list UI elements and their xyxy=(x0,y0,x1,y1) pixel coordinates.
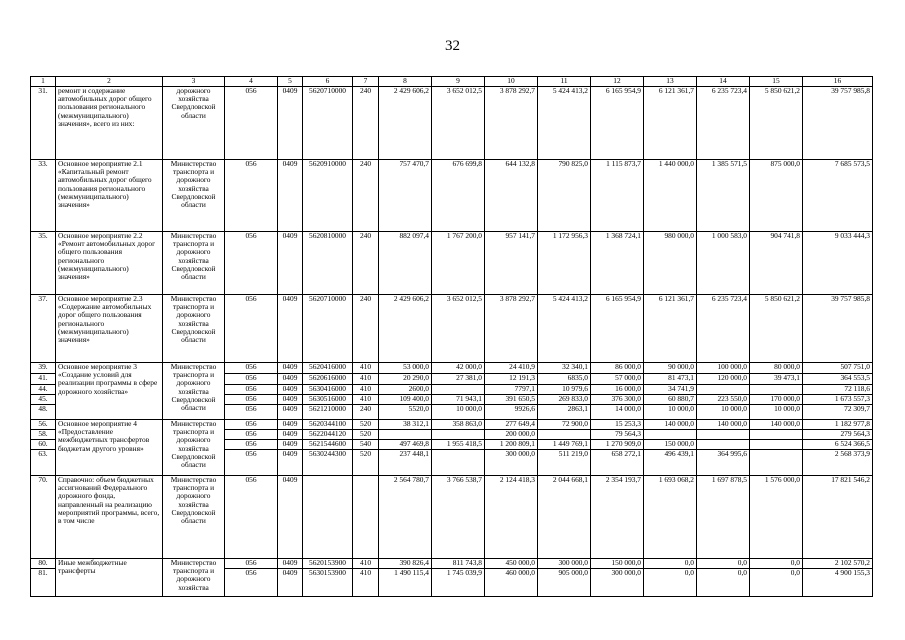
cell-section-code: 0409 xyxy=(278,232,303,295)
cell-amount: 120 000,0 xyxy=(697,374,750,385)
cell-amount: 79 564,3 xyxy=(591,430,644,440)
cell-amount: 790 825,0 xyxy=(538,160,591,232)
header-cell: 9 xyxy=(432,77,485,87)
cell-amount: 0,0 xyxy=(750,569,803,597)
table-row xyxy=(31,232,873,295)
cell-admin-code: 056 xyxy=(225,476,278,559)
cell-row-number: 60. xyxy=(31,440,56,450)
cell-target-code: 5620344100 xyxy=(303,420,353,430)
cell-activity-name: ремонт и содержание автомобильных дорог общего пользования регионального (межмуниципального) значения», всего из них: xyxy=(56,87,163,160)
cell-expense-code: 240 xyxy=(353,232,379,295)
cell-amount: 140 000,0 xyxy=(644,420,697,430)
cell-amount: 4 900 155,3 xyxy=(803,569,873,597)
cell-expense-code: 240 xyxy=(353,87,379,160)
cell-amount: 496 439,1 xyxy=(644,450,697,476)
cell-expense-code: 410 xyxy=(353,569,379,597)
cell-target-code: 5621210000 xyxy=(303,405,353,420)
cell-amount: 0,0 xyxy=(750,559,803,569)
cell-amount: 39 757 985,8 xyxy=(803,295,873,363)
cell-section-code: 0409 xyxy=(278,374,303,385)
cell-amount: 2 102 570,2 xyxy=(803,559,873,569)
cell-section-code: 0409 xyxy=(278,420,303,430)
cell-amount: 150 000,0 xyxy=(644,440,697,450)
cell-amount: 150 000,0 xyxy=(591,559,644,569)
cell-amount: 364 553,5 xyxy=(803,374,873,385)
cell-section-code: 0409 xyxy=(278,385,303,395)
header-cell: 5 xyxy=(278,77,303,87)
cell-amount: 24 410,9 xyxy=(485,363,538,374)
cell-amount: 34 741,9 xyxy=(644,385,697,395)
cell-target-code: 5620710000 xyxy=(303,87,353,160)
cell-amount: 100 000,0 xyxy=(697,363,750,374)
cell-target-code xyxy=(303,476,353,559)
cell-amount: 1 576 000,0 xyxy=(750,476,803,559)
cell-target-code: 5630244300 xyxy=(303,450,353,476)
cell-activity-name: Справочно: объем бюджетных ассигнований Федерального дорожного фонда, направленный на реализацию мероприятий программы, всего, в том числе xyxy=(56,476,163,559)
cell-amount: 1 182 977,8 xyxy=(803,420,873,430)
cell-amount xyxy=(750,385,803,395)
cell-amount xyxy=(379,430,432,440)
cell-amount: 757 470,7 xyxy=(379,160,432,232)
cell-amount: 0,0 xyxy=(644,569,697,597)
cell-amount: 2 429 606,2 xyxy=(379,295,432,363)
cell-amount xyxy=(644,430,697,440)
cell-amount: 1 697 878,5 xyxy=(697,476,750,559)
cell-amount: 3 766 538,7 xyxy=(432,476,485,559)
cell-responsible: Министерство транспорта и дорожного хозяйства Свердловской области xyxy=(163,232,225,295)
cell-admin-code: 056 xyxy=(225,160,278,232)
cell-amount: 811 743,8 xyxy=(432,559,485,569)
cell-responsible: Министерство транспорта и дорожного хозяйства Свердловской области xyxy=(163,160,225,232)
cell-amount: 20 290,0 xyxy=(379,374,432,385)
cell-amount: 1 767 200,0 xyxy=(432,232,485,295)
cell-amount: 7797,1 xyxy=(485,385,538,395)
cell-amount: 32 340,1 xyxy=(538,363,591,374)
cell-amount: 507 751,0 xyxy=(803,363,873,374)
table-row xyxy=(31,363,873,374)
cell-amount: 875 000,0 xyxy=(750,160,803,232)
cell-amount: 6 165 954,9 xyxy=(591,87,644,160)
cell-amount: 39 473,1 xyxy=(750,374,803,385)
cell-amount: 71 943,1 xyxy=(432,395,485,405)
cell-amount: 882 097,4 xyxy=(379,232,432,295)
cell-amount: 5 850 621,2 xyxy=(750,87,803,160)
cell-amount: 6 121 361,7 xyxy=(644,295,697,363)
cell-amount: 109 400,0 xyxy=(379,395,432,405)
cell-row-number: 41. xyxy=(31,374,56,385)
cell-admin-code: 056 xyxy=(225,385,278,395)
cell-amount: 140 000,0 xyxy=(697,420,750,430)
cell-amount: 460 000,0 xyxy=(485,569,538,597)
cell-admin-code: 056 xyxy=(225,430,278,440)
cell-amount: 450 000,0 xyxy=(485,559,538,569)
cell-amount: 658 272,1 xyxy=(591,450,644,476)
cell-admin-code: 056 xyxy=(225,295,278,363)
header-cell: 2 xyxy=(56,77,163,87)
cell-amount: 358 863,0 xyxy=(432,420,485,430)
cell-amount: 5520,0 xyxy=(379,405,432,420)
cell-admin-code: 056 xyxy=(225,559,278,569)
cell-amount: 10 000,0 xyxy=(644,405,697,420)
cell-amount: 6835,0 xyxy=(538,374,591,385)
cell-amount: 16 000,0 xyxy=(591,385,644,395)
cell-amount xyxy=(697,440,750,450)
cell-target-code: 5620153900 xyxy=(303,559,353,569)
cell-amount: 1 449 769,1 xyxy=(538,440,591,450)
cell-amount: 904 741,8 xyxy=(750,232,803,295)
header-cell: 6 xyxy=(303,77,353,87)
cell-row-number: 39. xyxy=(31,363,56,374)
cell-amount: 1 385 571,5 xyxy=(697,160,750,232)
cell-amount: 0,0 xyxy=(697,559,750,569)
cell-expense-code: 520 xyxy=(353,450,379,476)
cell-expense-code: 410 xyxy=(353,385,379,395)
cell-amount: 3 652 012,5 xyxy=(432,295,485,363)
header-cell: 7 xyxy=(353,77,379,87)
cell-amount: 42 000,0 xyxy=(432,363,485,374)
cell-amount: 277 649,4 xyxy=(485,420,538,430)
cell-amount: 10 000,0 xyxy=(432,405,485,420)
cell-section-code: 0409 xyxy=(278,430,303,440)
cell-amount: 10 979,6 xyxy=(538,385,591,395)
cell-amount: 223 550,0 xyxy=(697,395,750,405)
cell-amount: 9 033 444,3 xyxy=(803,232,873,295)
cell-responsible: Министерство транспорта и дорожного хозяйства xyxy=(163,559,225,597)
table-row xyxy=(31,420,873,430)
cell-amount: 2 564 780,7 xyxy=(379,476,432,559)
cell-amount: 2 429 606,2 xyxy=(379,87,432,160)
cell-target-code: 5630516000 xyxy=(303,395,353,405)
cell-expense-code: 410 xyxy=(353,363,379,374)
cell-section-code: 0409 xyxy=(278,395,303,405)
cell-amount: 364 995,6 xyxy=(697,450,750,476)
cell-target-code: 5620416000 xyxy=(303,363,353,374)
cell-amount: 72 118,6 xyxy=(803,385,873,395)
cell-row-number: 37. xyxy=(31,295,56,363)
cell-amount xyxy=(697,385,750,395)
cell-amount: 300 000,0 xyxy=(538,559,591,569)
table-row xyxy=(31,87,873,160)
cell-row-number: 44. xyxy=(31,385,56,395)
cell-amount: 6 121 361,7 xyxy=(644,87,697,160)
cell-amount: 1 000 583,0 xyxy=(697,232,750,295)
cell-expense-code xyxy=(353,476,379,559)
cell-amount: 80 000,0 xyxy=(750,363,803,374)
cell-amount: 72 900,0 xyxy=(538,420,591,430)
cell-amount: 1 490 115,4 xyxy=(379,569,432,597)
header-cell: 12 xyxy=(591,77,644,87)
cell-amount: 497 469,8 xyxy=(379,440,432,450)
cell-amount: 1 693 068,2 xyxy=(644,476,697,559)
cell-amount: 237 448,1 xyxy=(379,450,432,476)
cell-amount: 90 000,0 xyxy=(644,363,697,374)
cell-amount: 2 124 418,3 xyxy=(485,476,538,559)
cell-expense-code: 410 xyxy=(353,395,379,405)
cell-amount xyxy=(697,430,750,440)
cell-section-code: 0409 xyxy=(278,569,303,597)
cell-section-code: 0409 xyxy=(278,295,303,363)
cell-amount: 5 424 413,2 xyxy=(538,295,591,363)
cell-admin-code: 056 xyxy=(225,87,278,160)
cell-amount xyxy=(432,450,485,476)
cell-expense-code: 410 xyxy=(353,374,379,385)
cell-amount: 905 000,0 xyxy=(538,569,591,597)
cell-amount: 279 564,3 xyxy=(803,430,873,440)
cell-amount: 86 000,0 xyxy=(591,363,644,374)
cell-amount: 300 000,0 xyxy=(485,450,538,476)
cell-row-number: 48. xyxy=(31,405,56,420)
header-row xyxy=(31,77,873,87)
cell-expense-code: 240 xyxy=(353,405,379,420)
cell-amount: 300 000,0 xyxy=(591,569,644,597)
cell-admin-code: 056 xyxy=(225,440,278,450)
cell-amount: 12 191,3 xyxy=(485,374,538,385)
cell-row-number: 63. xyxy=(31,450,56,476)
cell-amount: 2 354 193,7 xyxy=(591,476,644,559)
cell-amount: 38 312,1 xyxy=(379,420,432,430)
cell-target-code: 5620810000 xyxy=(303,232,353,295)
cell-activity-name: Основное мероприятие 3 «Создание условий для реализации программы в сфере дорожного хозяйства» xyxy=(56,363,163,420)
cell-amount: 1 368 724,1 xyxy=(591,232,644,295)
cell-amount: 644 132,8 xyxy=(485,160,538,232)
header-cell: 14 xyxy=(697,77,750,87)
cell-row-number: 81. xyxy=(31,569,56,597)
cell-activity-name: Основное мероприятие 2.3 «Содержание автомобильных дорог общего пользования регионального (межмуниципального) значения» xyxy=(56,295,163,363)
cell-amount: 6 235 723,4 xyxy=(697,87,750,160)
cell-amount: 376 300,0 xyxy=(591,395,644,405)
cell-activity-name: Основное мероприятие 4 «Предоставление межбюджетных трансфертов бюджетам другого уровня» xyxy=(56,420,163,476)
cell-amount: 81 473,1 xyxy=(644,374,697,385)
cell-row-number: 80. xyxy=(31,559,56,569)
cell-activity-name: Основное мероприятие 2.2 «Ремонт автомобильных дорог общего пользования регионального (межмуниципального) значения» xyxy=(56,232,163,295)
cell-amount: 0,0 xyxy=(644,559,697,569)
cell-amount: 57 000,0 xyxy=(591,374,644,385)
cell-amount: 1 673 557,3 xyxy=(803,395,873,405)
cell-amount xyxy=(432,385,485,395)
header-cell: 15 xyxy=(750,77,803,87)
cell-responsible: Министерство транспорта и дорожного хозяйства Свердловской области xyxy=(163,363,225,420)
cell-amount: 1 440 000,0 xyxy=(644,160,697,232)
cell-amount: 391 650,5 xyxy=(485,395,538,405)
cell-section-code: 0409 xyxy=(278,476,303,559)
cell-amount: 5 424 413,2 xyxy=(538,87,591,160)
table-row xyxy=(31,160,873,232)
table-row xyxy=(31,476,873,559)
cell-row-number: 70. xyxy=(31,476,56,559)
cell-row-number: 31. xyxy=(31,87,56,160)
header-cell: 13 xyxy=(644,77,697,87)
cell-section-code: 0409 xyxy=(278,450,303,476)
cell-amount: 39 757 985,8 xyxy=(803,87,873,160)
cell-amount: 1 172 956,3 xyxy=(538,232,591,295)
cell-amount: 1 955 418,5 xyxy=(432,440,485,450)
cell-section-code: 0409 xyxy=(278,559,303,569)
cell-amount: 170 000,0 xyxy=(750,395,803,405)
cell-admin-code: 056 xyxy=(225,363,278,374)
cell-expense-code: 240 xyxy=(353,295,379,363)
cell-amount: 10 000,0 xyxy=(750,405,803,420)
header-cell: 8 xyxy=(379,77,432,87)
cell-amount: 14 000,0 xyxy=(591,405,644,420)
cell-admin-code: 056 xyxy=(225,420,278,430)
cell-row-number: 33. xyxy=(31,160,56,232)
cell-amount xyxy=(750,430,803,440)
cell-section-code: 0409 xyxy=(278,405,303,420)
cell-amount: 511 219,0 xyxy=(538,450,591,476)
budget-table xyxy=(30,76,873,597)
cell-expense-code: 410 xyxy=(353,559,379,569)
cell-row-number: 58. xyxy=(31,430,56,440)
cell-amount xyxy=(750,440,803,450)
cell-admin-code: 056 xyxy=(225,395,278,405)
cell-row-number: 45. xyxy=(31,395,56,405)
cell-target-code: 5622044120 xyxy=(303,430,353,440)
cell-section-code: 0409 xyxy=(278,87,303,160)
cell-section-code: 0409 xyxy=(278,160,303,232)
cell-amount: 2 568 373,9 xyxy=(803,450,873,476)
cell-amount: 7 685 573,5 xyxy=(803,160,873,232)
cell-amount: 60 880,7 xyxy=(644,395,697,405)
cell-amount: 9926,6 xyxy=(485,405,538,420)
page-number: 32 xyxy=(445,38,460,54)
cell-responsible: дорожного хозяйства Свердловской области xyxy=(163,87,225,160)
cell-target-code: 5630416000 xyxy=(303,385,353,395)
cell-amount: 2600,0 xyxy=(379,385,432,395)
cell-amount: 10 000,0 xyxy=(697,405,750,420)
table-row xyxy=(31,559,873,569)
cell-amount: 1 115 873,7 xyxy=(591,160,644,232)
cell-amount: 27 381,0 xyxy=(432,374,485,385)
cell-amount: 17 821 546,2 xyxy=(803,476,873,559)
cell-amount: 390 826,4 xyxy=(379,559,432,569)
cell-amount xyxy=(432,430,485,440)
cell-amount: 1 745 039,9 xyxy=(432,569,485,597)
cell-admin-code: 056 xyxy=(225,569,278,597)
header-cell: 11 xyxy=(538,77,591,87)
cell-amount: 676 699,8 xyxy=(432,160,485,232)
header-cell: 3 xyxy=(163,77,225,87)
cell-amount: 1 270 909,0 xyxy=(591,440,644,450)
cell-amount: 1 200 809,1 xyxy=(485,440,538,450)
cell-admin-code: 056 xyxy=(225,450,278,476)
cell-expense-code: 520 xyxy=(353,430,379,440)
cell-target-code: 5620710000 xyxy=(303,295,353,363)
cell-expense-code: 540 xyxy=(353,440,379,450)
cell-amount xyxy=(750,450,803,476)
cell-amount: 3 878 292,7 xyxy=(485,87,538,160)
cell-amount: 72 309,7 xyxy=(803,405,873,420)
cell-section-code: 0409 xyxy=(278,440,303,450)
cell-admin-code: 056 xyxy=(225,405,278,420)
cell-amount: 2 044 668,1 xyxy=(538,476,591,559)
cell-amount: 6 165 954,9 xyxy=(591,295,644,363)
cell-responsible: Министерство транспорта и дорожного хозяйства Свердловской области xyxy=(163,476,225,559)
cell-amount: 2863,1 xyxy=(538,405,591,420)
cell-admin-code: 056 xyxy=(225,232,278,295)
cell-amount: 6 524 366,5 xyxy=(803,440,873,450)
cell-amount: 3 652 012,5 xyxy=(432,87,485,160)
cell-target-code: 5621544600 xyxy=(303,440,353,450)
cell-target-code: 5630153900 xyxy=(303,569,353,597)
cell-amount: 140 000,0 xyxy=(750,420,803,430)
cell-amount: 200 000,0 xyxy=(485,430,538,440)
header-cell: 16 xyxy=(803,77,873,87)
cell-responsible: Министерство транспорта и дорожного хозяйства Свердловской области xyxy=(163,420,225,476)
cell-expense-code: 520 xyxy=(353,420,379,430)
cell-section-code: 0409 xyxy=(278,363,303,374)
cell-expense-code: 240 xyxy=(353,160,379,232)
cell-target-code: 5620616000 xyxy=(303,374,353,385)
cell-amount: 15 253,3 xyxy=(591,420,644,430)
cell-amount: 3 878 292,7 xyxy=(485,295,538,363)
cell-amount: 5 850 621,2 xyxy=(750,295,803,363)
cell-responsible: Министерство транспорта и дорожного хозяйства Свердловской области xyxy=(163,295,225,363)
cell-amount: 269 833,0 xyxy=(538,395,591,405)
cell-row-number: 35. xyxy=(31,232,56,295)
cell-activity-name: Иные межбюджетные трансферты xyxy=(56,559,163,597)
cell-amount: 957 141,7 xyxy=(485,232,538,295)
cell-amount: 6 235 723,4 xyxy=(697,295,750,363)
table-row xyxy=(31,295,873,363)
cell-amount: 53 000,0 xyxy=(379,363,432,374)
cell-amount: 980 000,0 xyxy=(644,232,697,295)
header-cell: 4 xyxy=(225,77,278,87)
cell-amount xyxy=(538,430,591,440)
header-cell: 1 xyxy=(31,77,56,87)
header-cell: 10 xyxy=(485,77,538,87)
cell-admin-code: 056 xyxy=(225,374,278,385)
cell-row-number: 56. xyxy=(31,420,56,430)
cell-target-code: 5620910000 xyxy=(303,160,353,232)
cell-activity-name: Основное мероприятие 2.1 «Капитальный ремонт автомобильных дорог общего пользования регионального (межмуниципального) значения» xyxy=(56,160,163,232)
cell-amount: 0,0 xyxy=(697,569,750,597)
